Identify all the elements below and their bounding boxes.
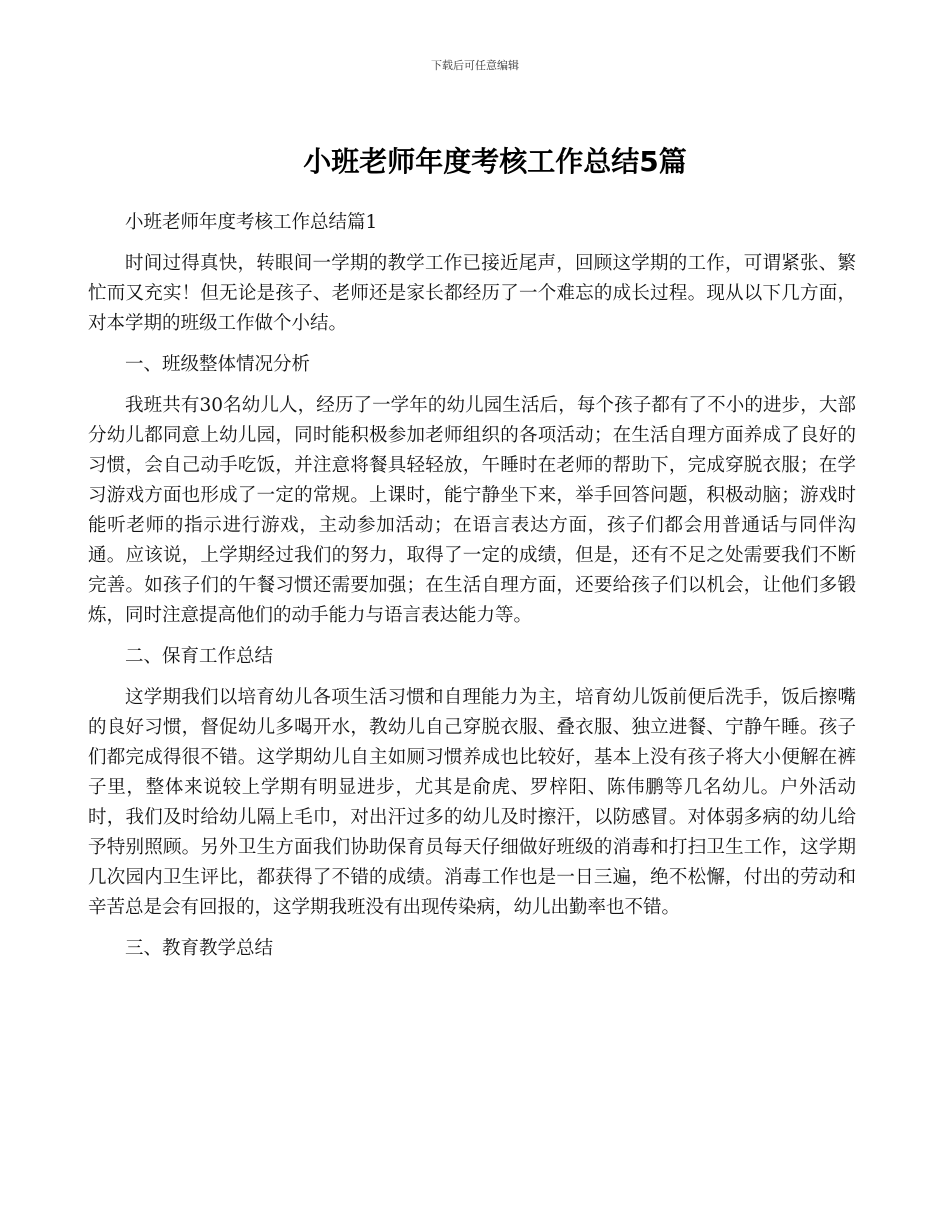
section3-heading: 三、教育教学总结 [125, 938, 274, 959]
document-body [88, 208, 856, 975]
section2-heading: 二、保育工作总结 [125, 646, 274, 667]
section2-paragraph: 这学期我们以培育幼儿各项生活习惯和自理能力为主，培育幼儿饭前便后洗手，饭后擦嘴的良好习惯，督促幼儿多喝开水，教幼儿自己穿脱衣服、叠衣服、独立进餐、宁静午睡。孩子们都完成得很不错。这学期幼儿自主如厕习惯养成也比较好，基本上没有孩子将大小便解在裤子里，整体来说较上学期有明显进步，尤其是俞虎、罗梓阳、陈伟鹏等几名幼儿。户外活动时，我们及时给幼儿隔上毛巾，对出汗过多的幼儿及时擦汗，以防感冒。对体弱多病的幼儿给予特别照顾。另外卫生方面我们协助保育员每天仔细做好班级的消毒和打扫卫生工作，这学期几次园内卫生评比，都获得了不错的成绩。消毒工作也是一日三遍，绝不松懈，付出的劳动和辛苦总是会有回报的，这学期我班没有出现传染病，幼儿出勤率也不错。 [88, 687, 856, 918]
header-note: 下载后可任意编辑 [431, 59, 519, 72]
document-subtitle: 小班老师年度考核工作总结篇1 [125, 212, 378, 233]
intro-paragraph: 时间过得真快，转眼间一学期的教学工作已接近尾声，回顾这学期的工作，可谓紧张、繁忙而又充实！但无论是孩子、老师还是家长都经历了一个难忘的成长过程。现从以下几方面，对本学期的班级工作做个小结。 [88, 253, 856, 334]
section1-heading: 一、班级整体情况分析 [125, 354, 311, 375]
section1-paragraph: 我班共有30名幼儿人，经历了一学年的幼儿园生活后，每个孩子都有了不小的进步，大部分幼儿都同意上幼儿园，同时能积极参加老师组织的各项活动；在生活自理方面养成了良好的习惯，会自己动手吃饭，并注意将餐具轻轻放，午睡时在老师的帮助下，完成穿脱衣服；在学习游戏方面也形成了一定的常规。上课时，能宁静坐下来，举手回答问题，积极动脑；游戏时能听老师的指示进行游戏，主动参加活动；在语言表达方面，孩子们都会用普通话与同伴沟通。应该说，上学期经过我们的努力，取得了一定的成绩，但是，还有不足之处需要我们不断完善。如孩子们的午餐习惯还需要加强；在生活自理方面，还要给孩子们以机会，让他们多锻炼，同时注意提高他们的动手能力与语言表达能力等。 [88, 395, 856, 626]
document-title: 小班老师年度考核工作总结5篇 [303, 145, 687, 178]
